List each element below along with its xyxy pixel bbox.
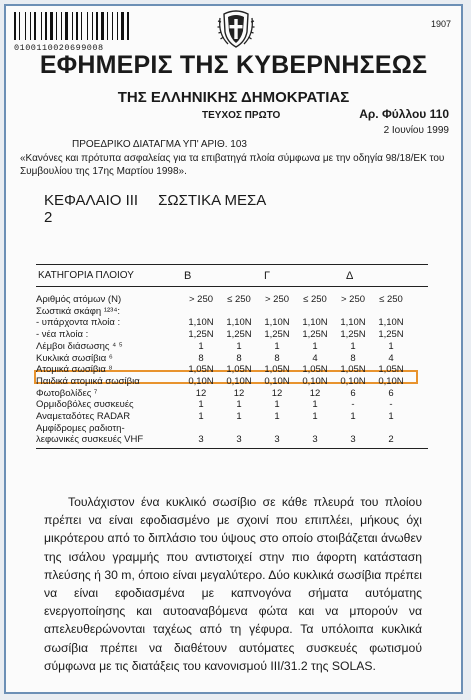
table-cell: 1,25N bbox=[302, 329, 328, 341]
table-cell: 0,10N bbox=[264, 375, 290, 387]
table-top-rule bbox=[36, 264, 428, 265]
table-cell: 1 bbox=[388, 411, 394, 422]
table-cell: 0,10N bbox=[340, 375, 366, 387]
table-row bbox=[36, 434, 428, 447]
table-cell: 8 bbox=[350, 352, 356, 364]
table-cell: 12 bbox=[271, 387, 283, 399]
table-cell: 1 bbox=[274, 399, 280, 411]
table-cell: 3 bbox=[236, 434, 242, 446]
table-cell: 1,25N bbox=[340, 329, 366, 341]
table-cell: 0,10N bbox=[302, 375, 328, 387]
decree-subject: «Κανόνες και πρότυπα ασφαλείας για τα επιβατηγά πλοία σύμφωνα με την οδηγία 98/18/ΕΚ του Συμβουλίου της 17ης Μαρτίου 1998». bbox=[20, 153, 445, 177]
table-cell: 0,10N bbox=[226, 375, 252, 387]
gazette-subtitle: ΤΗΣ ΕΛΛΗΝΙΚΗΣ ΔΗΜΟΚΡΑΤΙΑΣ bbox=[117, 89, 350, 106]
table-cell: 1 bbox=[236, 340, 242, 352]
table-cell: 1,25N bbox=[264, 329, 290, 341]
table-cell: ≤ 250 bbox=[227, 294, 251, 305]
table-cell: 4 bbox=[388, 352, 394, 364]
table-cell: 8 bbox=[274, 352, 280, 364]
table-cell: 1,05N bbox=[302, 364, 328, 376]
table-header-rule bbox=[36, 286, 428, 287]
gazette-page bbox=[4, 4, 463, 694]
table-row-label: - υπάρχοντα πλοία : bbox=[36, 317, 121, 329]
table-cell: 1,10N bbox=[264, 317, 290, 329]
barcode-number: 0100110020699008 bbox=[14, 43, 104, 53]
table-cell: 1,25N bbox=[188, 329, 214, 341]
chapter-heading bbox=[44, 192, 266, 209]
table-cell: 1 bbox=[350, 340, 356, 352]
table-cell: 1,10N bbox=[302, 317, 328, 329]
table-cell: > 250 bbox=[264, 294, 290, 305]
table-cell: 3 bbox=[350, 434, 356, 446]
table-cell: 1,05N bbox=[188, 364, 214, 376]
table-cell: 1 bbox=[350, 411, 356, 422]
table-class-header: Β bbox=[184, 270, 192, 282]
table-cell: 1,05N bbox=[226, 364, 252, 376]
table-cell: 1 bbox=[274, 340, 280, 352]
table-cell: 6 bbox=[388, 387, 394, 399]
table-cell: 12 bbox=[233, 387, 245, 399]
table-cell: 1 bbox=[388, 340, 394, 352]
table-category-header: ΚΑΤΗΓΟΡΙΑ ΠΛΟΙΟΥ bbox=[38, 270, 134, 281]
body-paragraph: Τουλάχιστον ένα κυκλικό σωσίβιο σε κάθε πλευρά του πλοίου πρέπει να είναι εφοδιασμένο με σχοινί που επιπλέει, μήκους όχι μικρότερου από το διπλάσιο του ύψους στο οποίο στοιβάζεται άνωθεν της ισάλου γραμμής που αντιστοιχεί στην πιο άφορτη κατάσταση πλεύσης ή 30 m, όποιο είναι μεγαλύτερο. Δύο κυκλικά σωσίβια πρέπει να είναι εφοδιασμένα με καπνογόνα σήματα αυτόματης ενεργοποίησης και αυτοαναβόμενα φώτα και να μπορούν να απελευθερώνονται ταχέως από τη γέφυρα. Τα υπόλοιπα κυκλικά σωσίβια πρέπει να διαθέτουν αυτόματες συσκευές φωτισμού σύμφωνα με τις διατάξεις του κανονισμού ΙΙΙ/31.2 της SOLAS. bbox=[44, 495, 422, 673]
table-cell: 0,10N bbox=[188, 375, 214, 387]
table-row-label: Ορμιδοβόλες συσκευές bbox=[36, 399, 134, 411]
issue-label: ΤΕΥΧΟΣ ΠΡΩΤΟ bbox=[202, 110, 281, 121]
table-cell: 1,10N bbox=[378, 317, 404, 329]
table-cell: ≤ 250 bbox=[379, 294, 403, 305]
table-row-label: Αριθμός ατόμων (Ν) bbox=[36, 294, 122, 305]
table-row-label: - νέα πλοία : bbox=[36, 329, 89, 341]
table-cell: 1,25N bbox=[378, 329, 404, 341]
table-cell: 1 bbox=[236, 411, 242, 422]
table-cell: 2 bbox=[388, 434, 394, 446]
table-cell: 1,10N bbox=[188, 317, 214, 329]
table-cell: ≤ 250 bbox=[303, 294, 327, 305]
table-row-label: Αμφίδρομες ραδιοτη- bbox=[36, 422, 125, 434]
table-row-label: Ατομικά σωσίβια ⁸ bbox=[36, 364, 113, 376]
table-row-label: Κυκλικά σωσίβια ⁶ bbox=[36, 352, 113, 364]
table-cell: 1,10N bbox=[226, 317, 252, 329]
table-cell: 3 bbox=[312, 434, 318, 446]
decree-title: ΠΡΟΕΔΡΙΚΟ ΔΙΑΤΑΓΜΑ ΥΠ' ΑΡΙΘ. 103 bbox=[72, 139, 247, 150]
table-class-header: Γ bbox=[264, 270, 271, 282]
issue-date: 2 Ιουνίου 1999 bbox=[383, 125, 449, 136]
table-cell: 3 bbox=[274, 434, 280, 446]
table-cell: 0,10N bbox=[378, 375, 404, 387]
table-cell: 4 bbox=[312, 352, 318, 364]
table-row-label: Αναμεταδότες RADAR bbox=[36, 411, 131, 422]
table-cell: 1 bbox=[236, 399, 242, 411]
table-cell: 1,05N bbox=[378, 364, 404, 376]
table-bottom-rule bbox=[36, 448, 428, 449]
chapter-number: 2 bbox=[44, 209, 53, 226]
table-cell: 6 bbox=[350, 387, 356, 399]
chapter-section: ΣΩΣΤΙΚΑ ΜΕΣΑ bbox=[158, 192, 267, 209]
table-cell: 12 bbox=[309, 387, 321, 399]
table-cell: > 250 bbox=[188, 294, 214, 305]
table-cell: 1,25N bbox=[226, 329, 252, 341]
table-cell: 1 bbox=[198, 340, 204, 352]
sheet-number: Αρ. Φύλλου 110 bbox=[359, 107, 449, 121]
table-cell: 8 bbox=[236, 352, 242, 364]
table-cell: 1 bbox=[198, 411, 204, 422]
table-cell: 1 bbox=[312, 411, 318, 422]
table-cell: - bbox=[389, 399, 393, 411]
gazette-title: ΕΦΗΜΕΡΙΣ ΤΗΣ ΚΥΒΕΡΝΗΣΕΩΣ bbox=[39, 51, 428, 79]
table-row-label: λεφωνικές συσκευές VHF bbox=[36, 434, 144, 446]
barcode bbox=[14, 12, 132, 40]
table-cell: 1 bbox=[198, 399, 204, 411]
table-cell: 1,05N bbox=[264, 364, 290, 376]
table-cell: 1 bbox=[312, 399, 318, 411]
table-cell: 8 bbox=[198, 352, 204, 364]
table-cell: 1 bbox=[274, 411, 280, 422]
page-number: 1907 bbox=[430, 19, 451, 29]
table-cell: > 250 bbox=[340, 294, 366, 305]
table-row-label: Φωτοβολίδες ⁷ bbox=[36, 387, 98, 399]
table-row-label: Σωστικά σκάφη ¹²³⁴: bbox=[36, 305, 121, 317]
table-row-label: Λέμβοι διάσωσης ⁴ ⁵ bbox=[36, 340, 123, 352]
table-cell: 3 bbox=[198, 434, 204, 446]
table-class-header: Δ bbox=[346, 270, 354, 282]
table-cell: 1 bbox=[312, 340, 318, 352]
chapter-label: ΚΕΦΑΛΑΙΟ ΙΙΙ bbox=[44, 192, 139, 209]
table-cell: - bbox=[351, 399, 355, 411]
table-cell: 1,05N bbox=[340, 364, 366, 376]
table-row-label: Παιδικά ατομικά σωσίβια bbox=[36, 375, 140, 387]
table-cell: 1,10N bbox=[340, 317, 366, 329]
coat-of-arms-emblem bbox=[216, 8, 256, 50]
table-cell: 12 bbox=[195, 387, 207, 399]
